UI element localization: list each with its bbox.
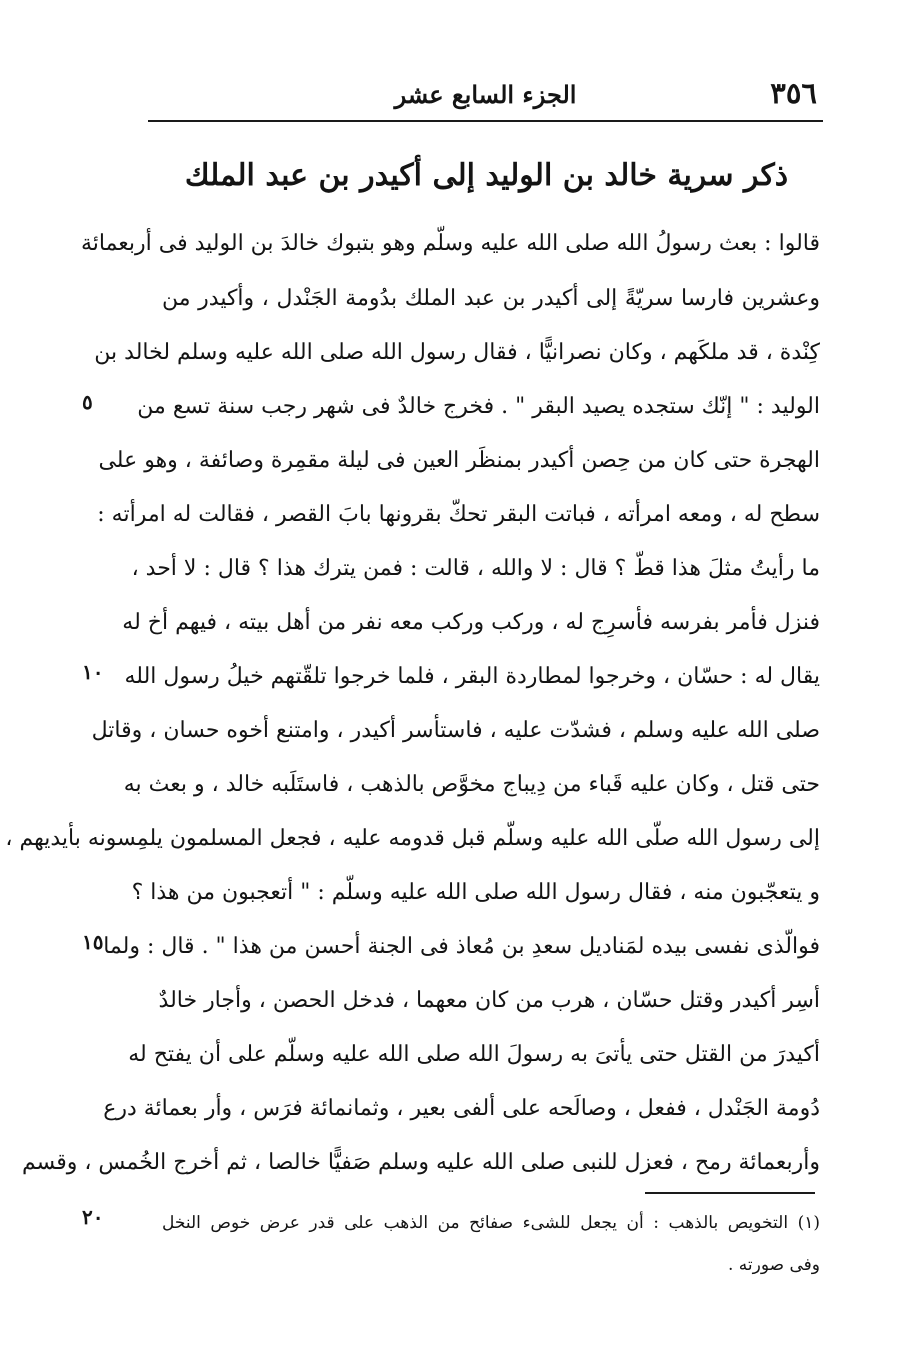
- text-line: وأربعمائة رمح ، فعزل للنبى صلى الله عليه وسلم صَفيًّا خالصا ، ثم أخرج الخُمس ، وقسم: [21, 1150, 820, 1175]
- footnote-separator: [645, 1192, 815, 1194]
- text-line: كِنْدة ، قد ملكَهم ، وكان نصرانيًّا ، فقال رسول الله صلى الله عليه وسلم لخالد بن: [94, 340, 820, 365]
- page-number: ٣٥٦: [770, 76, 817, 110]
- line-number: ٥: [82, 390, 93, 414]
- text-line: الوليد : " إنّك ستجده يصيد البقر " . فخرج خالدٌ فى شهر رجب سنة تسع من: [137, 394, 820, 419]
- text-line: دُومة الجَنْدل ، ففعل ، وصالَحه على ألفى بعير ، وثمانمائة فرَس ، وأر بعمائة درع: [103, 1096, 820, 1121]
- line-number: ١٥: [82, 930, 104, 954]
- footnote-line: (١) التخويص بالذهب : أن يجعل للشىء صفائح من الذهب على قدر عرض خوص النخل: [162, 1213, 820, 1233]
- footnote-line: وفى صورته .: [728, 1255, 820, 1275]
- text-line: إلى رسول الله صلّى الله عليه وسلّم قبل قدومه عليه ، فجعل المسلمون يلمِسونه بأيديهم ،: [5, 826, 820, 851]
- text-line: أسِر أكيدر وقتل حسّان ، هرب من كان معهما ، فدخل الحصن ، وأجار خالدٌ: [158, 988, 820, 1013]
- text-line: صلى الله عليه وسلم ، فشدّت عليه ، فاستأسر أكيدر ، وامتنع أخوه حسان ، وقاتل: [91, 718, 820, 743]
- text-line: و يتعجّبون منه ، فقال رسول الله صلى الله عليه وسلّم : " أتعجبون من هذا ؟: [131, 880, 820, 905]
- line-number: ٢٠: [82, 1205, 104, 1229]
- text-line: أكيدرَ من القتل حتى يأتىَ به رسولَ الله صلى الله عليه وسلّم على أن يفتح له: [128, 1042, 820, 1067]
- text-line: فوالّذى نفسى بيده لمَناديل سعدِ بن مُعاذ فى الجنة أحسن من هذا " . قال : ولما: [103, 934, 820, 959]
- text-line: ما رأيتُ مثلَ هذا قطّ ؟ قال : لا والله ، قالت : فمن يترك هذا ؟ قال : لا أحد ،: [131, 556, 820, 581]
- text-line: فنزل فأمر بفرسه فأسرِج له ، وركب وركب معه نفر من أهل بيته ، فيهم أخ له: [122, 610, 820, 635]
- text-line: وعشرين فارسا سريّةً إلى أكيدر بن عبد الملك بدُومة الجَنْدل ، وأكيدر من: [162, 286, 820, 311]
- text-line: الهجرة حتى كان من حِصن أكيدر بمنظَر العين فى ليلة مقمِرة وصائفة ، وهو على: [98, 448, 820, 473]
- text-line: سطح له ، ومعه امرأته ، فباتت البقر تحكّ بقرونها بابَ القصر ، فقالت له امرأته :: [97, 502, 820, 527]
- text-line: قالوا : بعث رسولُ الله صلى الله عليه وسلّم وهو بتبوك خالدَ بن الوليد فى أربعمائة: [80, 231, 820, 256]
- page-header: [148, 68, 823, 122]
- text-line: يقال له : حسّان ، وخرجوا لمطاردة البقر ، فلما خرجوا تلقّتهم خيلُ رسول الله: [124, 664, 820, 689]
- line-number: ١٠: [82, 660, 104, 684]
- running-title: الجزء السابع عشر: [394, 80, 577, 109]
- text-line: حتى قتل ، وكان عليه قَباء من دِيباج مخوَّص بالذهب ، فاستَلَبه خالد ، و بعث به: [123, 772, 820, 797]
- section-title: ذكر سرية خالد بن الوليد إلى أكيدر بن عبد الملك: [184, 158, 789, 193]
